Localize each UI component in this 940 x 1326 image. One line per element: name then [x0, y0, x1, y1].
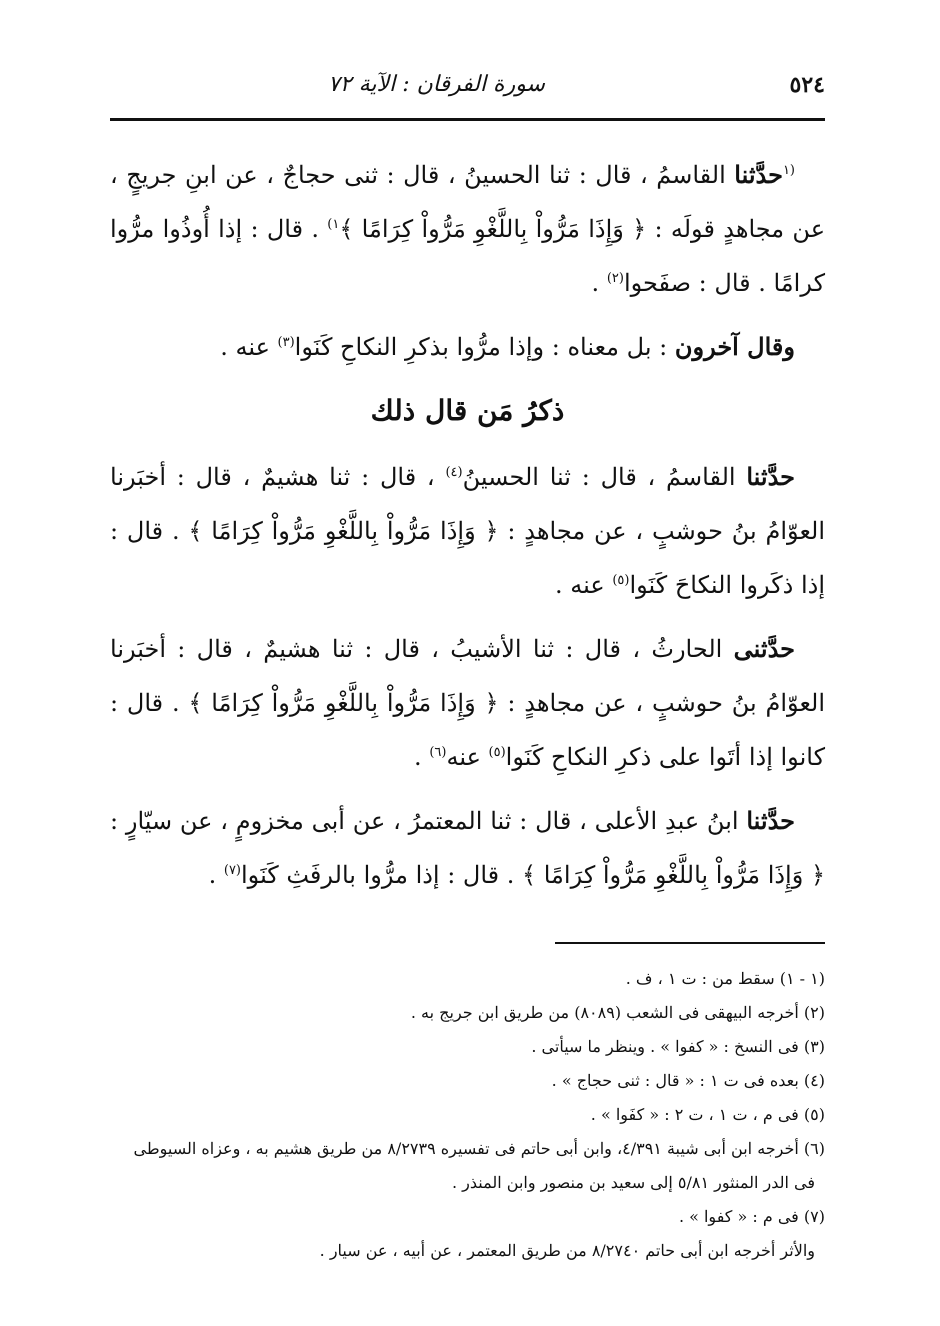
paragraph-lead: وقال آخرون: [674, 332, 795, 361]
section-heading: ذكرُ مَن قال ذلك: [370, 394, 565, 427]
paragraph-text: عنه: [446, 743, 489, 771]
footnote-ref: (٥): [612, 573, 630, 588]
quran-verse: ﴿ وَإِذَا مَرُّواْ بِاللَّغْوِ مَرُّواْ كِرَامًا ﴾: [522, 861, 825, 889]
omission-marker-close: ١): [327, 217, 340, 232]
paragraph-text: عنه .: [220, 333, 278, 361]
footnote-ref: (٥): [488, 745, 506, 760]
footnote-6-continued: فى الدر المنثور ٥/٨١ إلى سعيد بن منصور وابن المنذر .: [452, 1173, 815, 1192]
paragraph-text: القاسمُ ، قال : ثنا الحسينُ ، قال : ثنى حجاجٌ ، عن ابنِ جريجٍ ، عن مجاهدٍ قولَه :: [110, 161, 826, 243]
paragraph-text: عنه .: [554, 571, 613, 599]
paragraph-text: .: [591, 269, 607, 297]
paragraph-text: . قال : كانوا إذا أتَوا على ذكرِ النكاحِ كَنَوا: [110, 689, 825, 771]
main-text: [110, 148, 825, 912]
paragraph-text: .: [414, 743, 430, 771]
paragraph-text: . قال : إذا ذكَروا النكاحَ كَنَوا: [110, 517, 825, 599]
header-rule: [110, 118, 825, 121]
footnote-3: (٣) فى النسخ : « كفوا » . وينظر ما سيأتى .: [531, 1037, 825, 1056]
footnote-4: (٤) بعده فى ت ١ : « قال : ثنى حجاج » .: [551, 1071, 825, 1090]
paragraph-3: [110, 450, 825, 612]
paragraph-1: [110, 148, 825, 310]
running-head: [110, 64, 825, 106]
footnote-5: (٥) فى م ، ت ١ ، ت ٢ : « كفَوا » .: [590, 1105, 825, 1124]
quran-verse: ﴿ وَإِذَا مَرُّواْ بِاللَّغْوِ مَرُّواْ كِرَامًا ﴾: [188, 689, 499, 717]
footnote-7-continued: والأثر أخرجه ابن أبى حاتم ٨/٢٧٤٠ من طريق المعتمر ، عن أبيه ، عن سيار .: [319, 1241, 815, 1260]
paragraph-lead: حدَّثنى: [733, 634, 795, 663]
paragraph-lead: حدَّثنا: [746, 462, 795, 491]
paragraph-lead: حدَّثنا: [746, 806, 795, 835]
paragraph-text: . قال : إذا مرُّوا بالرفَثِ كَنَوا: [241, 861, 523, 889]
paragraph-text: الحارثُ ، قال : ثنا الأشيبُ ، قال : ثنا هشيمٌ ، قال : أخبَرنا العوّامُ بنُ حوشبٍ ، عن مجاهدٍ :: [110, 635, 825, 717]
paragraph-text: ، قال : ثنا هشيمٌ ، قال : أخبَرنا العوّامُ بنُ حوشبٍ ، عن مجاهدٍ :: [110, 463, 825, 545]
paragraph-text: القاسمُ ، قال : ثنا الحسينُ: [462, 463, 747, 491]
omission-marker-open: (١: [782, 163, 795, 178]
paragraph-text: .: [208, 861, 224, 889]
footnote-ref: (٤): [445, 465, 463, 480]
paragraph-5: [110, 794, 825, 902]
footnotes: [110, 962, 825, 1268]
footnote-2: (٢) أخرجه البيهقى فى الشعب (٨٠٨٩) من طريق ابن جريج به .: [410, 1003, 825, 1022]
footnote-7: (٧) فى م : « كفوا » .: [678, 1207, 825, 1226]
quran-verse: ﴿ وَإِذَا مَرُّواْ بِاللَّغْوِ مَرُّواْ كِرَامًا ﴾: [339, 215, 647, 243]
paragraph-lead: حدَّثنا: [734, 160, 783, 189]
paragraph-text: : بل معناه : وإذا مرُّوا بذكرِ النكاحِ كَنَوا: [294, 333, 675, 361]
page-number: ٥٢٤: [789, 72, 825, 98]
footnote-rule: [555, 942, 825, 944]
paragraph-4: [110, 622, 825, 784]
footnote-ref: (٣): [277, 335, 295, 350]
paragraph-text: . قال : إذا أُوذُوا مرُّوا كرامًا . قال : صفَحوا: [110, 215, 825, 297]
paragraph-text: ابنُ عبدِ الأعلى ، قال : ثنا المعتمرُ ، عن أبى مخزومٍ ، عن سيّارٍ :: [110, 807, 747, 835]
footnote-ref: (٧): [223, 863, 241, 878]
footnote-1: (١ - ١) سقط من : ت ١ ، ف .: [625, 969, 825, 988]
footnote-ref: (٢): [606, 271, 624, 286]
running-title: سورة الفرقان : الآية ٧٢: [327, 72, 545, 97]
paragraph-2: [110, 320, 825, 374]
quran-verse: ﴿ وَإِذَا مَرُّواْ بِاللَّغْوِ مَرُّواْ كِرَامًا ﴾: [188, 517, 499, 545]
footnote-6: (٦) أخرجه ابن أبى شيبة ٤/٣٩١، وابن أبى حاتم فى تفسيره ٨/٢٧٣٩ من طريق هشيم به ، وعزاه السيوطى: [133, 1139, 825, 1158]
footnote-ref: (٦): [429, 745, 447, 760]
